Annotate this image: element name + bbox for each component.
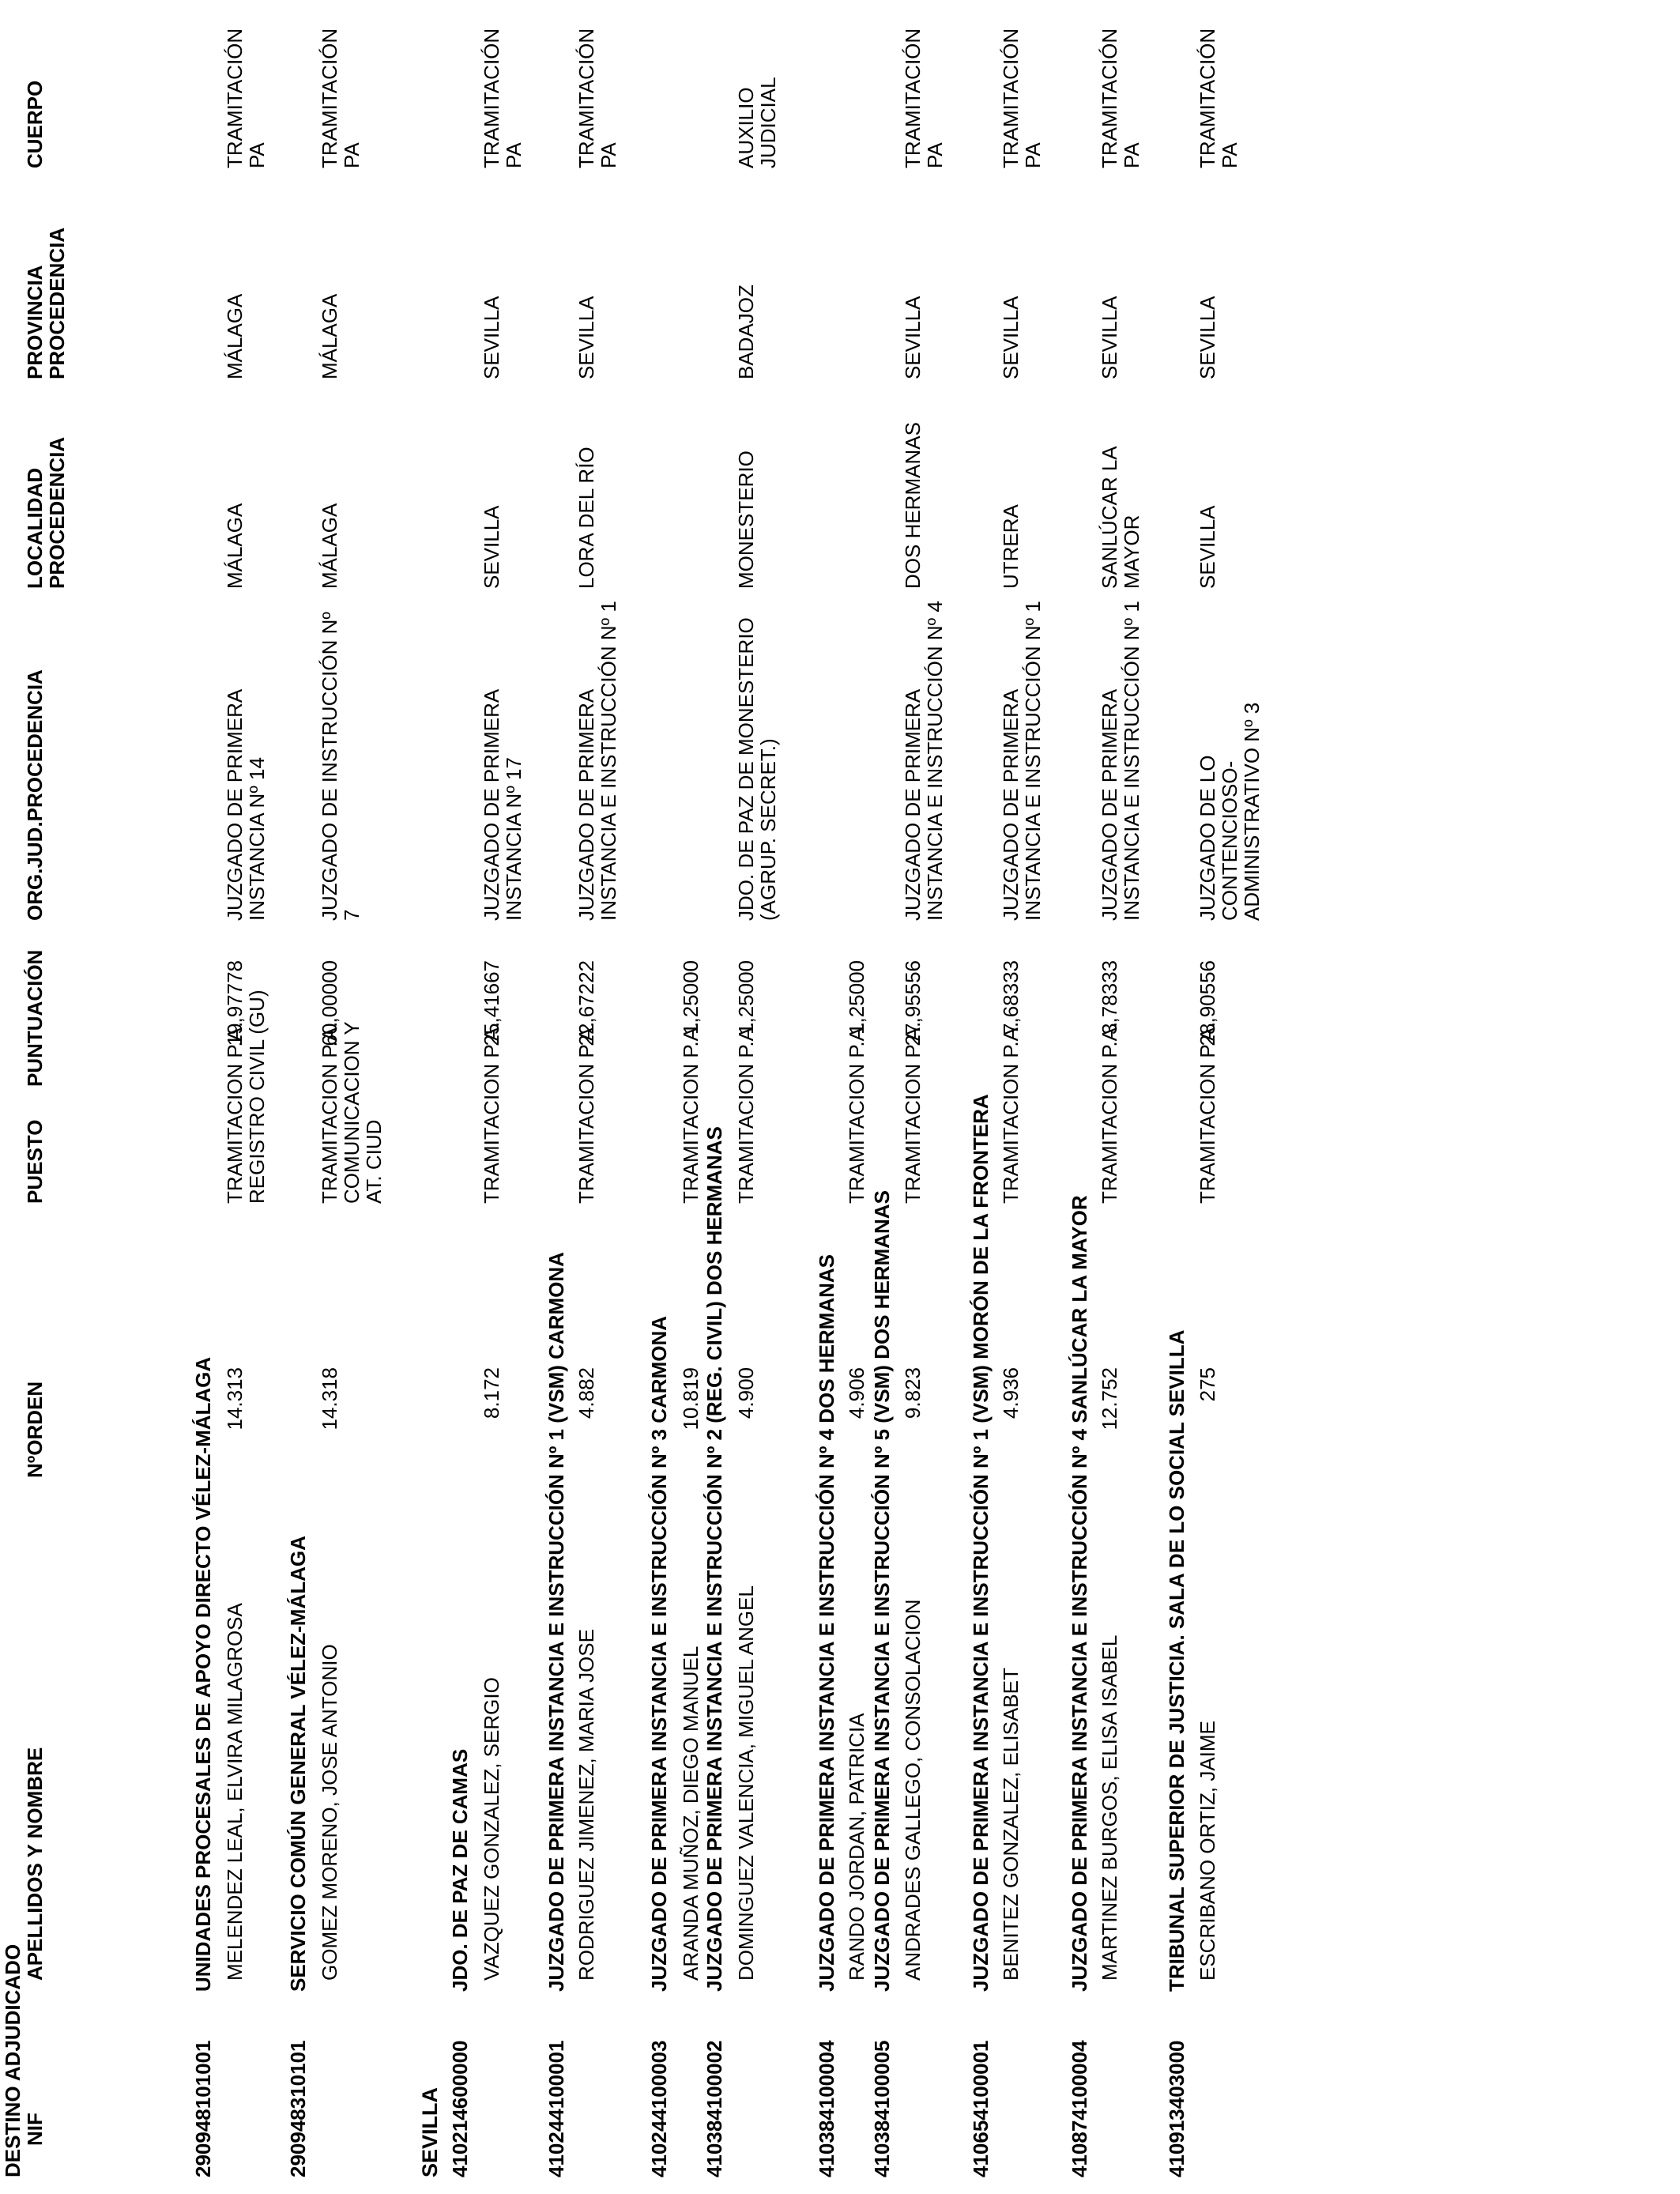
org-procedencia-line: INSTANCIA E INSTRUCCIÓN Nº 4 — [923, 601, 947, 921]
cuerpo-line: PA — [340, 142, 363, 168]
unit-name: JUZGADO DE PRIMERA INSTANCIA E INSTRUCCIÓN Nº 3 CARMONA — [647, 1315, 671, 1992]
puntuacion-value: 27,95556 — [901, 960, 925, 1046]
unit-name: TRIBUNAL SUPERIOR DE JUSTICIA. SALA DE LO SOCIAL SEVILLA — [1165, 1329, 1188, 1992]
cuerpo-line: PA — [1120, 142, 1143, 168]
org-procedencia-line: 7 — [340, 909, 363, 921]
org-procedencia-line: ADMINISTRATIVO Nº 3 — [1240, 702, 1264, 921]
orden-number: 14.313 — [223, 1367, 247, 1431]
org-procedencia-line: (AGRUP. SECRET.) — [756, 738, 780, 921]
orden-number: 4.906 — [845, 1367, 868, 1419]
puesto-line: COMUNICACION Y — [340, 1021, 363, 1204]
provincia-value: SEVILLA — [480, 296, 503, 379]
provincia-value: BADAJOZ — [734, 285, 758, 379]
puesto-line: TRAMITACION P.A. — [901, 1021, 925, 1204]
orden-number: 4.882 — [574, 1367, 598, 1419]
unit-code: 410654100001 — [969, 2040, 993, 2177]
orden-number: 8.172 — [480, 1367, 503, 1419]
column-header-puntuacion: PUNTUACIÓN — [23, 949, 47, 1087]
applicant-name: ANDRADES GALLEGO, CONSOLACION — [901, 1599, 925, 1981]
column-header-puesto: PUESTO — [23, 1119, 47, 1204]
applicant-name: ESCRIBANO ORTIZ, JAIME — [1196, 1721, 1219, 1981]
org-procedencia-line: JUZGADO DE LO — [1196, 755, 1219, 921]
cuerpo-line: TRAMITACIÓN — [901, 28, 925, 168]
puesto-line: TRAMITACION P.A. — [1196, 1021, 1219, 1204]
puesto-line: TRAMITACION P.A. — [318, 1021, 341, 1204]
unit-code: 410913403000 — [1165, 2040, 1188, 2177]
puntuacion-value: 60,00000 — [318, 960, 341, 1046]
localidad-line: UTRERA — [999, 504, 1023, 589]
org-procedencia-line: JUZGADO DE PRIMERA — [1098, 688, 1121, 921]
cuerpo-line: TRAMITACIÓN — [1196, 28, 1219, 168]
puntuacion-value: 19,97778 — [223, 960, 247, 1046]
puesto-line: TRAMITACION P.A. — [1098, 1021, 1121, 1204]
unit-code: 410874100004 — [1068, 2040, 1091, 2177]
provincia-value: MÁLAGA — [318, 293, 341, 379]
localidad-line: MAYOR — [1120, 515, 1143, 589]
destino-adjudicado-header: DESTINO ADJUDICADO — [1, 1943, 24, 2177]
puntuacion-value: 1,25000 — [845, 960, 868, 1035]
column-header-provincia-line2: PROCEDENCIA — [45, 227, 69, 379]
puesto-line: TRAMITACION P.A. — [679, 1021, 703, 1204]
puesto-line: REGISTRO CIVIL (GU) — [245, 990, 269, 1204]
org-procedencia-line: INSTANCIA E INSTRUCCIÓN Nº 1 — [1021, 601, 1045, 921]
puesto-line: TRAMITACION P.A. — [734, 1021, 758, 1204]
cuerpo-line: JUDICIAL — [756, 77, 780, 168]
applicant-name: BENITEZ GONZALEZ, ELISABET — [999, 1668, 1023, 1981]
puesto-line: TRAMITACION P.A. — [223, 1021, 247, 1204]
cuerpo-line: PA — [245, 142, 269, 168]
cuerpo-line: PA — [923, 142, 947, 168]
cuerpo-line: TRAMITACIÓN — [1098, 28, 1121, 168]
unit-code: 410214600000 — [448, 2040, 472, 2177]
cuerpo-line: PA — [1218, 142, 1241, 168]
applicant-name: MELENDEZ LEAL, ELVIRA MILAGROSA — [223, 1603, 247, 1981]
column-header-provincia-line1: PROVINCIA — [23, 265, 47, 379]
unit-name: JUZGADO DE PRIMERA INSTANCIA E INSTRUCCIÓN Nº 1 (VSM) MORÓN DE LA FRONTERA — [969, 1094, 993, 1992]
org-procedencia-line: INSTANCIA Nº 14 — [245, 757, 269, 921]
provincia-value: SEVILLA — [1196, 296, 1219, 379]
orden-number: 12.752 — [1098, 1367, 1121, 1431]
provincia-value: SEVILLA — [574, 296, 598, 379]
puntuacion-value: 25,41667 — [480, 960, 503, 1046]
org-procedencia-line: INSTANCIA E INSTRUCCIÓN Nº 1 — [597, 601, 620, 921]
puesto-line: TRAMITACION P.A. — [480, 1021, 503, 1204]
puesto-line: TRAMITACION P.A. — [845, 1021, 868, 1204]
org-procedencia-line: JDO. DE PAZ DE MONESTERIO — [734, 617, 758, 921]
unit-name: SERVICIO COMÚN GENERAL VÉLEZ-MÁLAGA — [286, 1536, 310, 1992]
org-procedencia-line: JUZGADO DE PRIMERA — [901, 688, 925, 921]
unit-name: JUZGADO DE PRIMERA INSTANCIA E INSTRUCCIÓN Nº 4 DOS HERMANAS — [815, 1253, 838, 1992]
orden-number: 4.900 — [734, 1367, 758, 1419]
puntuacion-value: 1,25000 — [734, 960, 758, 1035]
puesto-line: TRAMITACION P.A. — [999, 1021, 1023, 1204]
unit-code: 290948310101 — [286, 2040, 310, 2177]
orden-number: 9.823 — [901, 1367, 925, 1419]
puntuacion-value: 22,67222 — [574, 960, 598, 1046]
org-procedencia-line: JUZGADO DE INSTRUCCIÓN Nº — [318, 612, 341, 921]
applicant-name: ARANDA MUÑOZ, DIEGO MANUEL — [679, 1646, 703, 1981]
unit-code: 410244100001 — [544, 2040, 568, 2177]
applicant-name: RANDO JORDAN, PATRICIA — [845, 1713, 868, 1981]
province-label: SEVILLA — [418, 2087, 442, 2177]
org-procedencia-line: CONTENCIOSO- — [1218, 760, 1241, 921]
org-procedencia-line: INSTANCIA E INSTRUCCIÓN Nº 1 — [1120, 601, 1143, 921]
unit-name: JDO. DE PAZ DE CAMAS — [448, 1748, 472, 1992]
cuerpo-line: PA — [1021, 142, 1045, 168]
column-header-nif: NIF — [23, 2113, 47, 2146]
column-header-cuerpo: CUERPO — [23, 80, 47, 168]
provincia-value: SEVILLA — [999, 296, 1023, 379]
cuerpo-line: TRAMITACIÓN — [574, 28, 598, 168]
localidad-line: DOS HERMANAS — [901, 422, 925, 589]
org-procedencia-line: JUZGADO DE PRIMERA — [480, 688, 503, 921]
applicant-name: MARTINEZ BURGOS, ELISA ISABEL — [1098, 1634, 1121, 1981]
puntuacion-value: 7,68333 — [999, 960, 1023, 1035]
unit-name: JUZGADO DE PRIMERA INSTANCIA E INSTRUCCIÓN Nº 5 (VSM) DOS HERMANAS — [870, 1190, 894, 1992]
localidad-line: MÁLAGA — [318, 503, 341, 589]
cuerpo-line: TRAMITACIÓN — [999, 28, 1023, 168]
localidad-line: SEVILLA — [1196, 505, 1219, 589]
org-procedencia-line: JUZGADO DE PRIMERA — [223, 688, 247, 921]
puntuacion-value: 28,90556 — [1196, 960, 1219, 1046]
cuerpo-line: PA — [597, 142, 620, 168]
provincia-value: MÁLAGA — [223, 293, 247, 379]
applicant-name: VAZQUEZ GONZALEZ, SERGIO — [480, 1677, 503, 1981]
unit-name: JUZGADO DE PRIMERA INSTANCIA E INSTRUCCIÓN Nº 2 (REG. CIVIL) DOS HERMANAS — [703, 1126, 726, 1992]
column-header-localidad-line1: LOCALIDAD — [23, 467, 47, 589]
column-header-localidad-line2: PROCEDENCIA — [45, 436, 69, 589]
cuerpo-line: TRAMITACIÓN — [318, 28, 341, 168]
orden-number: 10.819 — [679, 1367, 703, 1431]
cuerpo-line: TRAMITACIÓN — [223, 28, 247, 168]
puntuacion-value: 1,25000 — [679, 960, 703, 1035]
cuerpo-line: AUXILIO — [734, 87, 758, 168]
unit-name: JUZGADO DE PRIMERA INSTANCIA E INSTRUCCIÓN Nº 4 SANLÚCAR LA MAYOR — [1068, 1195, 1091, 1992]
puntuacion-value: 3,78333 — [1098, 960, 1121, 1035]
cuerpo-line: PA — [502, 142, 525, 168]
orden-number: 275 — [1196, 1367, 1219, 1402]
orden-number: 4.936 — [999, 1367, 1023, 1419]
unit-name: UNIDADES PROCESALES DE APOYO DIRECTO VÉLEZ-MÁLAGA — [191, 1356, 215, 1992]
localidad-line: SEVILLA — [480, 505, 503, 589]
unit-code: 290948101001 — [191, 2040, 215, 2177]
unit-code: 410384100002 — [703, 2040, 726, 2177]
column-header-org: ORG.JUD.PROCEDENCIA — [23, 669, 47, 921]
applicant-name: DOMINGUEZ VALENCIA, MIGUEL ANGEL — [734, 1585, 758, 1981]
org-procedencia-line: INSTANCIA Nº 17 — [502, 757, 525, 921]
unit-code: 410384100004 — [815, 2040, 838, 2177]
localidad-line: MÁLAGA — [223, 503, 247, 589]
localidad-line: MONESTERIO — [734, 450, 758, 589]
unit-code: 410244100003 — [647, 2040, 671, 2177]
localidad-line: LORA DEL RÍO — [574, 447, 598, 589]
puesto-line: TRAMITACION P.A. — [574, 1021, 598, 1204]
org-procedencia-line: JUZGADO DE PRIMERA — [574, 688, 598, 921]
column-header-norden: NºORDEN — [23, 1381, 47, 1478]
column-header-apellidos: APELLIDOS Y NOMBRE — [23, 1747, 47, 1981]
cuerpo-line: TRAMITACIÓN — [480, 28, 503, 168]
applicant-name: GOMEZ MORENO, JOSE ANTONIO — [318, 1644, 341, 1981]
localidad-line: SANLÚCAR LA — [1098, 446, 1121, 589]
org-procedencia-line: JUZGADO DE PRIMERA — [999, 688, 1023, 921]
puesto-line: AT. CIUD — [362, 1119, 386, 1204]
provincia-value: SEVILLA — [1098, 296, 1121, 379]
applicant-name: RODRIGUEZ JIMENEZ, MARIA JOSE — [574, 1629, 598, 1981]
unit-code: 410384100005 — [870, 2040, 894, 2177]
orden-number: 14.318 — [318, 1367, 341, 1431]
provincia-value: SEVILLA — [901, 296, 925, 379]
unit-name: JUZGADO DE PRIMERA INSTANCIA E INSTRUCCIÓN Nº 1 (VSM) CARMONA — [544, 1252, 568, 1992]
